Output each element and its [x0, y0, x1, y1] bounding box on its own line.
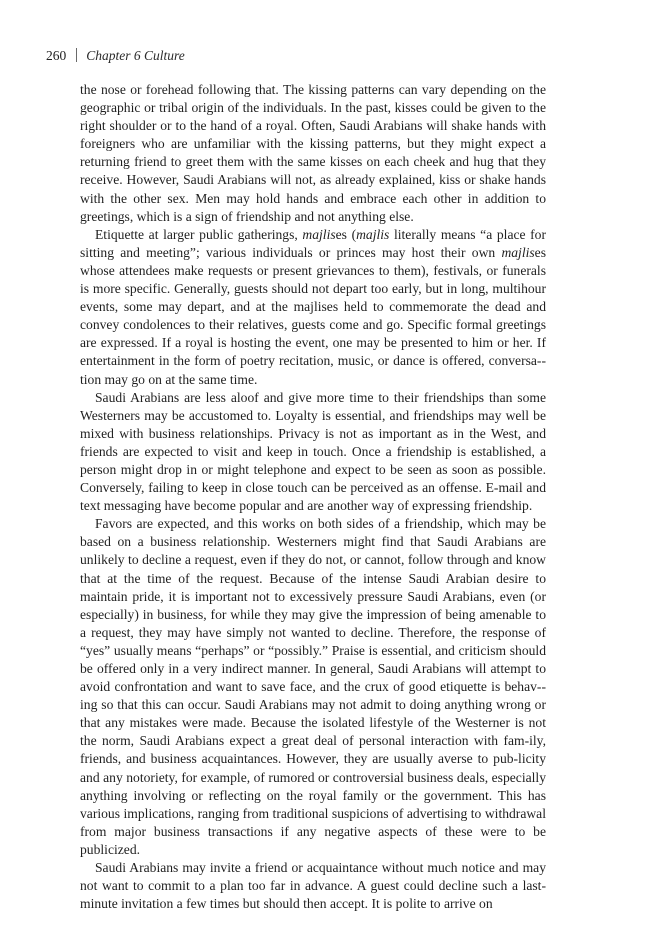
text-segment: es whose attendees make requests or present grievances to them), festivals, or funerals is more specific. Generally, guests should not depart too early, but in long, multihour events, some may depart, and at the majlises held to commemorate the dead and convey condolences to their relatives, guests come and go. Specific formal greetings are expressed. If a royal is hosting the event, one may be presented to him or her. If entertainment in the form of poetry recitation, music, or dance is offered, conversa-tion may go on at the same time.: [80, 244, 546, 387]
text-segment: Saudi Arabians are less aloof and give more time to their friendships than some Westerners may be accustomed to. Loyalty is essential, and friendships may well be mixed with business relationships. Privacy is not as important as in the West, and friends are expected to visit and keep in touch. Once a friendship is established, a person might drop in or might telephone and expect to be seen as soon as possible. Conversely, failing to keep in close touch can be perceived as an offense. E-mail and text messaging have become popular and are another way of expressing friendship.: [80, 389, 546, 514]
text-segment: the nose or forehead following that. The kissing patterns can vary depending on the geographic or tribal origin of the individuals. In the past, kisses could be given to the right shoulder or to the hand of a royal. Often, Saudi Arabians will shake hands with foreigners who are unfamiliar with the kissing patterns, but they might expect a returning friend to greet them with the same kisses on each cheek and hug that they receive. However, Saudi Arabians will not, as already explained, kiss or shake hands with the other sex. Men may hold hands and embrace each other in addition to greetings, which is a sign of friendship and not anything else.: [80, 82, 546, 224]
italic-term: majlis: [356, 226, 390, 242]
paragraph-2: [80, 226, 546, 389]
text-segment: Favors are expected, and this works on both sides of a friendship, which may be based on a business relationship. Westerners might find that Saudi Arabians are unlikely to decline a request, even if they do not, or cannot, follow through and know that at the time of the request. Because of the intense Saudi Arabian desire to maintain pride, it is important not to excessively pressure Saudi Arabians, even (or especially) in business, for while they may give the impression of being amenable to a request, they may have simply not wanted to decline. Therefore, the response of “yes” usually means “perhaps” or “possibly.” Praise is essential, and criticism should be offered only in a very indirect manner. In general, Saudi Arabians will attempt to avoid confrontation and want to save face, and the crux of good etiquette is behav-ing so that this can occur. Saudi Arabians may not admit to doing anything wrong or that any mistakes were made. Because the isolated lifestyle of the Westerner is not the norm, Saudi Arabians expect a great deal of personal interaction with fam-ily, friends, and business acquaintances. However, they are usually averse to pub-licity and any notoriety, for example, of rumored or controversial business deals, especially anything involving or reflecting on the royal family or the government. This has various implications, ranging from traditional suspicions of advertising to withdrawal from major business transactions if any negative aspects of these were to be publicized.: [80, 516, 546, 857]
italic-term: majlis: [501, 244, 535, 260]
header-separator: [76, 48, 77, 62]
page-number: 260: [46, 48, 67, 63]
italic-term: majlis: [302, 226, 336, 242]
paragraph-1: [80, 81, 546, 226]
text-segment: Saudi Arabians may invite a friend or acquaintance without much notice and may not want to commit to a plan too far in advance. A guest could decline such a last-minute invitation a few times but should then accept. It is polite to arrive on: [80, 860, 546, 912]
running-head: [46, 46, 185, 66]
paragraph-4: [80, 515, 546, 859]
text-segment: Etiquette at larger public gatherings,: [95, 226, 303, 242]
paragraph-3: [80, 389, 546, 516]
body-text: [80, 81, 546, 913]
paragraph-5: [80, 859, 546, 913]
chapter-title: Chapter 6 Culture: [86, 48, 185, 63]
text-segment: es (: [335, 226, 357, 242]
text-segment: literally means “a place for sitting and meeting”; various individuals or princes may host their own: [80, 226, 547, 260]
